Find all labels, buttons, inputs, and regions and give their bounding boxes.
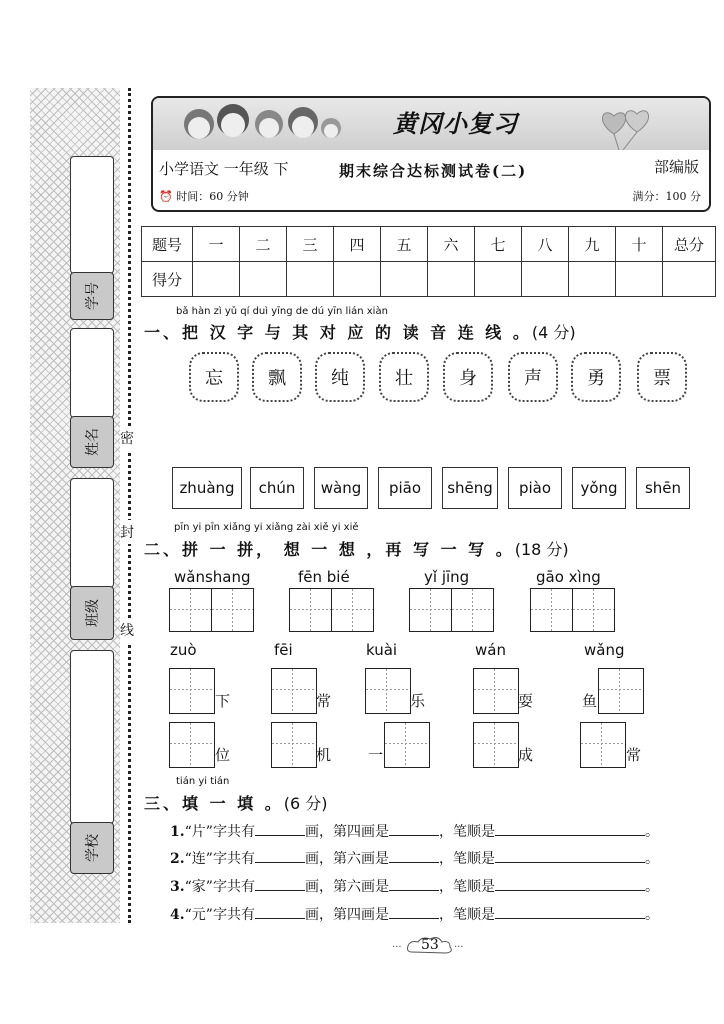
- writing-grid[interactable]: [289, 588, 374, 632]
- page-number: 53: [421, 937, 439, 953]
- char-pinyin: kuài: [366, 641, 398, 659]
- section1-pinyin: bǎ hàn zì yǔ qí duì yīng de dú yīn lián xiàn: [176, 306, 388, 317]
- score-table: [141, 226, 716, 297]
- item-text: “元”字共有: [184, 907, 255, 923]
- fill-item: [170, 821, 659, 841]
- col-header: 总分: [663, 227, 716, 262]
- fill-item: [170, 848, 659, 868]
- writing-grid[interactable]: [169, 668, 215, 714]
- exam-header: [151, 96, 711, 212]
- writing-grid[interactable]: [271, 668, 317, 714]
- blank-stroke[interactable]: [389, 876, 439, 891]
- writing-grid[interactable]: [530, 588, 615, 632]
- given-char: 一: [368, 746, 384, 764]
- writing-grid[interactable]: [473, 668, 519, 714]
- col-header: 五: [381, 227, 428, 262]
- writing-grid[interactable]: [169, 722, 215, 768]
- char-frame: 壮: [379, 352, 429, 402]
- section3-pinyin: tián yi tián: [176, 776, 230, 787]
- score-cell[interactable]: [193, 262, 240, 297]
- item-text: “片”字共有: [184, 824, 255, 840]
- clock-icon: ⏰: [159, 190, 173, 203]
- score-cell[interactable]: [616, 262, 663, 297]
- exam-title: 期末综合达标测试卷(二): [339, 162, 528, 180]
- word-pinyin: wǎnshang: [174, 568, 251, 586]
- kids-illustration-icon: [171, 102, 341, 148]
- char-frame: 身: [443, 352, 493, 402]
- row-label: 题号: [142, 227, 193, 262]
- char-pinyin: zuò: [170, 641, 197, 659]
- char-pinyin: fēi: [274, 641, 293, 659]
- school-box[interactable]: [70, 650, 114, 824]
- col-header: 一: [193, 227, 240, 262]
- blank-stroke-order[interactable]: [495, 876, 645, 891]
- char-frame: 忘: [189, 352, 239, 402]
- blank-stroke[interactable]: [389, 904, 439, 919]
- seal-xian: 线: [120, 618, 134, 642]
- given-char: 乐: [410, 692, 426, 710]
- item-text: ，笔顺是: [438, 907, 495, 923]
- seal-dotted-line: [128, 88, 131, 923]
- item-text: “连”字共有: [184, 851, 255, 867]
- char-frame: 勇: [571, 352, 621, 402]
- item-text: ，笔顺是: [438, 824, 495, 840]
- fill-item: [170, 876, 659, 896]
- blank-stroke-order[interactable]: [495, 821, 645, 836]
- item-number: 3.: [170, 879, 185, 895]
- question-number-row: [142, 227, 716, 262]
- balloon-hearts-icon: [599, 106, 659, 150]
- item-text: ，笔顺是: [438, 879, 495, 895]
- item-text: 画，第四画是: [304, 907, 389, 923]
- given-char: 常: [626, 746, 642, 764]
- blank-stroke-count[interactable]: [255, 848, 305, 863]
- section2-pinyin: pīn yi pīn xiǎng yi xiǎng zài xiě yi xiě: [174, 522, 359, 533]
- item-text: 。: [644, 851, 659, 867]
- item-text: 画，第六画是: [304, 851, 389, 867]
- blank-stroke-count[interactable]: [255, 821, 305, 836]
- seal-mi: 密: [120, 426, 134, 450]
- score-cell[interactable]: [663, 262, 716, 297]
- writing-grid[interactable]: [169, 588, 254, 632]
- item-text: “家”字共有: [184, 879, 255, 895]
- col-header: 二: [240, 227, 287, 262]
- char-frame: 纯: [315, 352, 365, 402]
- pinyin-option-box[interactable]: chún: [250, 467, 304, 509]
- full-score: 满分：100 分: [632, 190, 701, 203]
- char-frame: 飘: [252, 352, 302, 402]
- given-char: 位: [215, 746, 231, 764]
- item-number: 2.: [170, 851, 185, 867]
- section1-title: [144, 320, 576, 343]
- section3-title-text: 三、填 一 填 。: [144, 794, 284, 813]
- pinyin-option-box[interactable]: yǒng: [572, 467, 626, 509]
- char-pinyin: wǎng: [584, 641, 625, 659]
- score-cell[interactable]: [522, 262, 569, 297]
- col-header: 四: [334, 227, 381, 262]
- subject-grade: 小学语文 一年级 下: [159, 160, 289, 178]
- col-header: 七: [475, 227, 522, 262]
- time-limit: [159, 188, 249, 204]
- writing-grid[interactable]: [384, 722, 430, 768]
- edition-label: 部编版: [653, 158, 699, 176]
- section1-title-text: 一、把 汉 字 与 其 对 应 的 读 音 连 线 。: [144, 323, 532, 342]
- given-char: 鱼: [582, 692, 598, 710]
- item-text: ，笔顺是: [438, 851, 495, 867]
- row-label: 得分: [142, 262, 193, 297]
- student-id-box[interactable]: [70, 156, 114, 274]
- score-cell[interactable]: [428, 262, 475, 297]
- given-char: 成: [518, 746, 534, 764]
- given-char: 常: [316, 692, 332, 710]
- pinyin-option-box[interactable]: wàng: [314, 467, 368, 509]
- section1-points: (4 分): [531, 323, 576, 342]
- item-text: 。: [644, 907, 659, 923]
- given-char: 下: [215, 692, 231, 710]
- item-text: 。: [644, 824, 659, 840]
- blank-stroke[interactable]: [389, 821, 439, 836]
- pinyin-option-box[interactable]: zhuàng: [172, 467, 242, 509]
- col-header: 三: [287, 227, 334, 262]
- score-cell[interactable]: [475, 262, 522, 297]
- section3-points: (6 分): [283, 794, 328, 813]
- time-text: 时间：60 分钟: [176, 190, 249, 203]
- class-label: 班级: [70, 586, 114, 640]
- blank-stroke-order[interactable]: [495, 904, 645, 919]
- writing-grid[interactable]: [598, 668, 644, 714]
- seal-feng: 封: [120, 520, 134, 544]
- char-frame: 票: [637, 352, 687, 402]
- score-cell[interactable]: [569, 262, 616, 297]
- item-number: 1.: [170, 824, 185, 840]
- school-label: 学校: [70, 822, 114, 874]
- score-cell[interactable]: [287, 262, 334, 297]
- pinyin-option-box[interactable]: shēng: [442, 467, 498, 509]
- blank-stroke-count[interactable]: [255, 904, 305, 919]
- section2-title: [144, 537, 569, 560]
- writing-grid[interactable]: [580, 722, 626, 768]
- char-pinyin: wán: [475, 641, 506, 659]
- score-cell[interactable]: [240, 262, 287, 297]
- given-char: 耍: [518, 692, 534, 710]
- item-number: 4.: [170, 907, 185, 923]
- char-frame: 声: [508, 352, 558, 402]
- section2-title-text: 二、拼 一 拼， 想 一 想 ，再 写 一 写 。: [144, 540, 515, 559]
- score-cell[interactable]: [334, 262, 381, 297]
- writing-grid[interactable]: [271, 722, 317, 768]
- brand-title: 黄冈小复习: [393, 110, 518, 138]
- section3-title: [144, 791, 327, 814]
- score-cell[interactable]: [381, 262, 428, 297]
- student-id-label: 学号: [70, 272, 114, 320]
- blank-stroke-count[interactable]: [255, 876, 305, 891]
- name-box[interactable]: [70, 328, 114, 418]
- col-header: 八: [522, 227, 569, 262]
- col-header: 九: [569, 227, 616, 262]
- blank-stroke-order[interactable]: [495, 848, 645, 863]
- word-pinyin: fēn bié: [298, 568, 350, 586]
- word-pinyin: yǐ jīng: [424, 568, 470, 586]
- col-header: 十: [616, 227, 663, 262]
- blank-stroke[interactable]: [389, 848, 439, 863]
- word-pinyin: gāo xìng: [536, 568, 601, 586]
- pinyin-option-box[interactable]: shēn: [636, 467, 690, 509]
- pinyin-option-box[interactable]: piào: [508, 467, 562, 509]
- fill-item: [170, 904, 659, 924]
- item-text: 。: [644, 879, 659, 895]
- pinyin-option-box[interactable]: piāo: [378, 467, 432, 509]
- svg-text:···: ···: [392, 942, 402, 953]
- name-label: 姓名: [70, 416, 114, 468]
- item-text: 画，第六画是: [304, 879, 389, 895]
- given-char: 机: [316, 746, 332, 764]
- svg-text:···: ···: [454, 942, 464, 953]
- score-row: [142, 262, 716, 297]
- class-box[interactable]: [70, 478, 114, 588]
- writing-grid[interactable]: [473, 722, 519, 768]
- section2-points: (18 分): [514, 540, 569, 559]
- col-header: 六: [428, 227, 475, 262]
- writing-grid[interactable]: [365, 668, 411, 714]
- writing-grid[interactable]: [409, 588, 494, 632]
- item-text: 画，第四画是: [304, 824, 389, 840]
